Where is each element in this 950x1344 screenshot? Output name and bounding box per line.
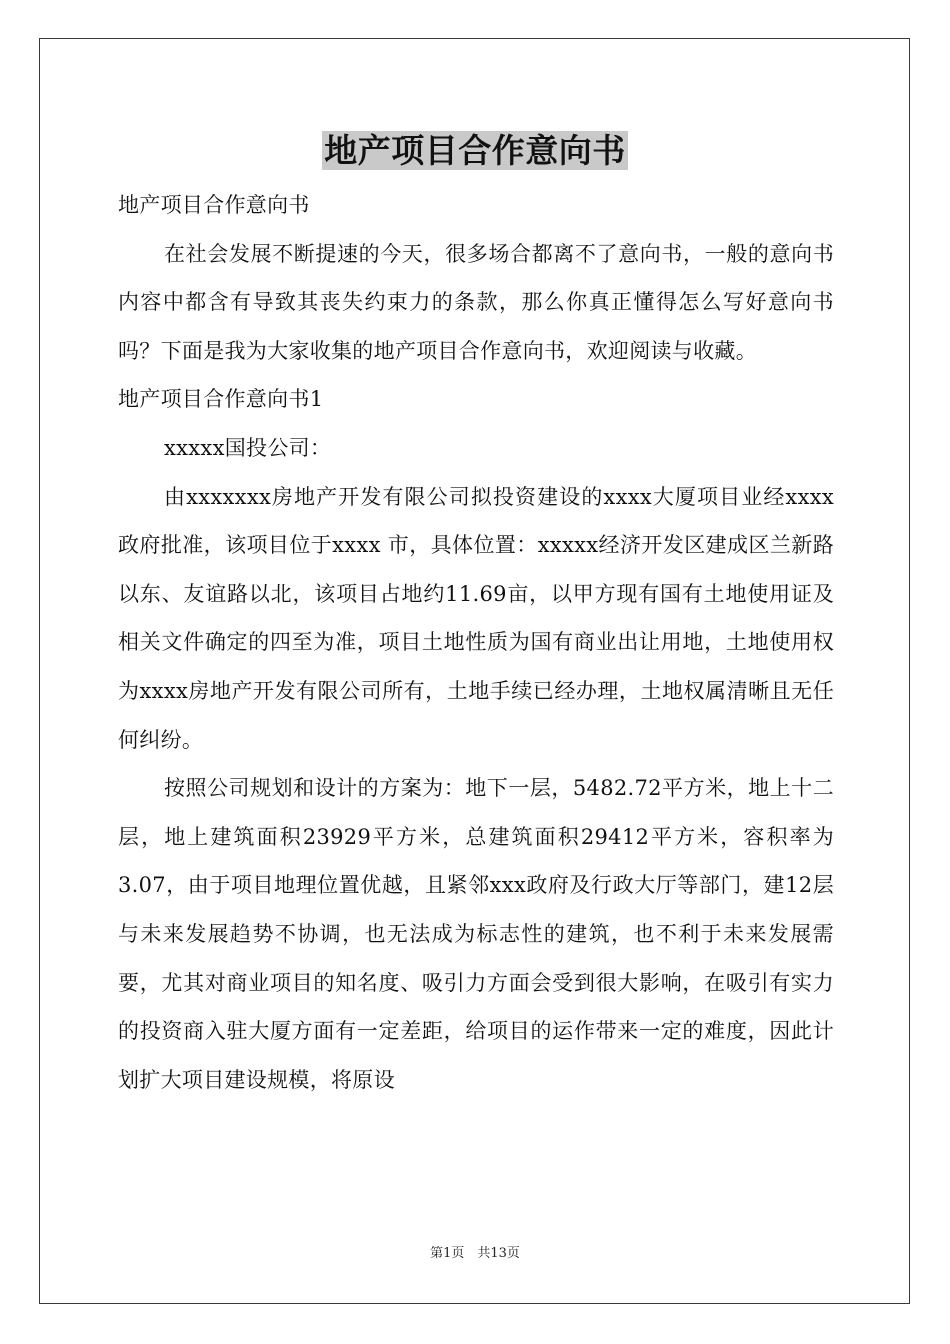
salutation-paragraph: xxxxx国投公司： [164,435,332,460]
document-body [118,181,834,1104]
body-paragraph: 按照公司规划和设计的方案为：地下一层，5482.72平方米，地上十二层，地上建筑面积23929平方米，总建筑面积29412平方米，容积率为3.07，由于项目地理位置优越，且紧邻xxx政府及行政大厅等部门，建12层与未来发展趋势不协调，也无法成为标志性的建筑，也不利于未来发展需要，尤其对商业项目的知名度、吸引力方面会受到很大影响，在吸引有实力的投资商入驻大厦方面有一定差距，给项目的运作带来一定的难度，因此计划扩大项目建设规模，将原设 [118,776,834,1092]
document-title-text: 地产项目合作意向书 [324,131,626,170]
page-footer [0,1245,950,1263]
document-title [0,131,950,171]
subtitle-paragraph: 地产项目合作意向书 [118,193,310,217]
page-number-label: 第1页 共13页 [430,1246,520,1261]
intro-paragraph: 在社会发展不断提速的今天，很多场合都离不了意向书，一般的意向书内容中都含有导致其丧失约束力的条款，那么你真正懂得怎么写好意向书吗？下面是我为大家收集的地产项目合作意向书，欢迎阅读与收藏。 [118,241,834,363]
section-heading: 地产项目合作意向书1 [118,387,324,412]
body-paragraph: 由xxxxxxx房地产开发有限公司拟投资建设的xxxx大厦项目业经xxxx政府批准，该项目位于xxxx 市，具体位置：xxxxx经济开发区建成区兰新路以东、友谊路以北，该项目占地约11.69亩，以甲方现有国有土地使用证及相关文件确定的四至为准，项目土地性质为国有商业出让用地，土地使用权为xxxx房地产开发有限公司所有，土地手续已经办理，土地权属清晰且无任何纠纷。 [118,484,834,752]
